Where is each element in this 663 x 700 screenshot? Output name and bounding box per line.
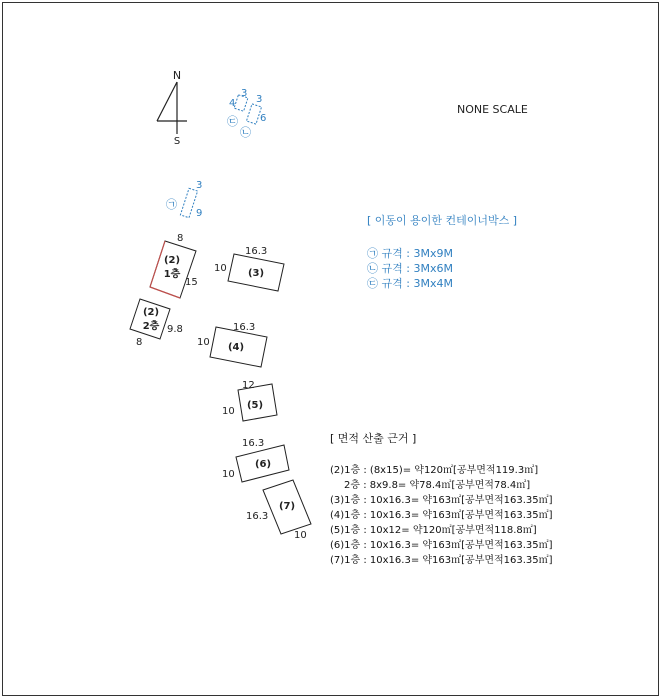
building-7-bottom-dim: 10 bbox=[294, 530, 307, 541]
container-symbol-1: ㉠ bbox=[367, 247, 378, 260]
area-line-2f2: 2층 : 8x9.8= 약78.4㎡[공부면적78.4㎡] bbox=[344, 480, 531, 491]
building-6-top-dim: 16.3 bbox=[242, 438, 265, 449]
container-c23 bbox=[227, 88, 266, 139]
building-2-floor-2-bottom-dim: 8 bbox=[136, 337, 143, 348]
building-2-floor-1 bbox=[150, 233, 198, 298]
container-symbol-2: ㉡ bbox=[367, 262, 378, 275]
building-5-label: (5) bbox=[246, 400, 264, 411]
building-6 bbox=[222, 438, 289, 482]
container-c2-top: 3 bbox=[241, 88, 248, 99]
north-label: N bbox=[172, 69, 182, 82]
area-line-4: (4)1층 : 10x16.3= 약163㎡[공부면적163.35㎡] bbox=[330, 510, 553, 521]
container-symbol-3: ㉢ bbox=[367, 277, 378, 290]
south-label: S bbox=[173, 136, 181, 147]
container-legend-item bbox=[367, 245, 453, 261]
area-line-6: (6)1층 : 10x16.3= 약163㎡[공부면적163.35㎡] bbox=[330, 540, 553, 551]
building-2-floor-1-side-dim: 15 bbox=[185, 277, 198, 288]
building-4-top-dim: 16.3 bbox=[233, 322, 256, 333]
container-c2-symbol: ㉡ bbox=[240, 126, 251, 139]
container-c3-symbol: ㉢ bbox=[227, 115, 238, 128]
building-2-floor-2-label: 2층 bbox=[142, 321, 160, 332]
container-spec-3: 규격 : 3Mx4M bbox=[381, 277, 453, 290]
area-line-2f1: (2)1층 : (8x15)= 약120㎡[공부면적119.3㎡] bbox=[330, 465, 539, 476]
building-3-side-dim: 10 bbox=[214, 263, 227, 274]
container-c1-symbol: ㉠ bbox=[166, 198, 177, 211]
container-spec-1: 규격 : 3Mx9M bbox=[381, 247, 453, 260]
building-5-top-dim: 12 bbox=[242, 380, 255, 391]
area-line-5: (5)1층 : 10x12= 약120㎡[공부면적118.8㎡] bbox=[330, 525, 537, 536]
building-2-floor-1-top-dim: 8 bbox=[177, 233, 184, 244]
building-4 bbox=[197, 322, 267, 367]
container-legend-item bbox=[367, 260, 453, 276]
building-2-floor-2-side-dim: 9.8 bbox=[167, 324, 183, 335]
building-4-label: (4) bbox=[227, 342, 245, 353]
building-7-label: (7) bbox=[278, 501, 296, 512]
building-5-side-dim: 10 bbox=[222, 406, 235, 417]
building-7 bbox=[246, 480, 311, 541]
container-c1-width: 3 bbox=[196, 180, 203, 191]
north-arrow bbox=[157, 69, 187, 147]
container-legend-title: [ 이동이 용이한 컨테이너박스 ] bbox=[367, 214, 518, 227]
container-spec-2: 규격 : 3Mx6M bbox=[381, 262, 453, 275]
building-2-floor-2 bbox=[130, 299, 183, 348]
building-2-label: (2) bbox=[163, 255, 181, 266]
building-5 bbox=[222, 380, 277, 421]
container-c3-top: 3 bbox=[256, 94, 263, 105]
building-7-side-dim: 16.3 bbox=[246, 511, 269, 522]
area-basis-title: [ 면적 산출 근거 ] bbox=[330, 432, 417, 445]
container-legend-item bbox=[367, 275, 453, 291]
scale-note: NONE SCALE bbox=[457, 103, 528, 116]
building-3-top-dim: 16.3 bbox=[245, 246, 268, 257]
building-3 bbox=[214, 246, 284, 291]
container-c3-side: 6 bbox=[260, 113, 267, 124]
building-2-floor-1-label: 1층 bbox=[163, 269, 181, 280]
area-line-3: (3)1층 : 10x16.3= 약163㎡[공부면적163.35㎡] bbox=[330, 495, 553, 506]
building-6-side-dim: 10 bbox=[222, 469, 235, 480]
container-c1 bbox=[166, 180, 202, 219]
container-c1-length: 9 bbox=[196, 208, 203, 219]
building-2f2-label: (2) bbox=[142, 307, 160, 318]
building-6-label: (6) bbox=[254, 459, 272, 470]
building-4-side-dim: 10 bbox=[197, 337, 210, 348]
container-c2-side: 4 bbox=[229, 98, 236, 109]
building-3-label: (3) bbox=[247, 268, 265, 279]
area-line-7: (7)1층 : 10x16.3= 약163㎡[공부면적163.35㎡] bbox=[330, 555, 553, 566]
